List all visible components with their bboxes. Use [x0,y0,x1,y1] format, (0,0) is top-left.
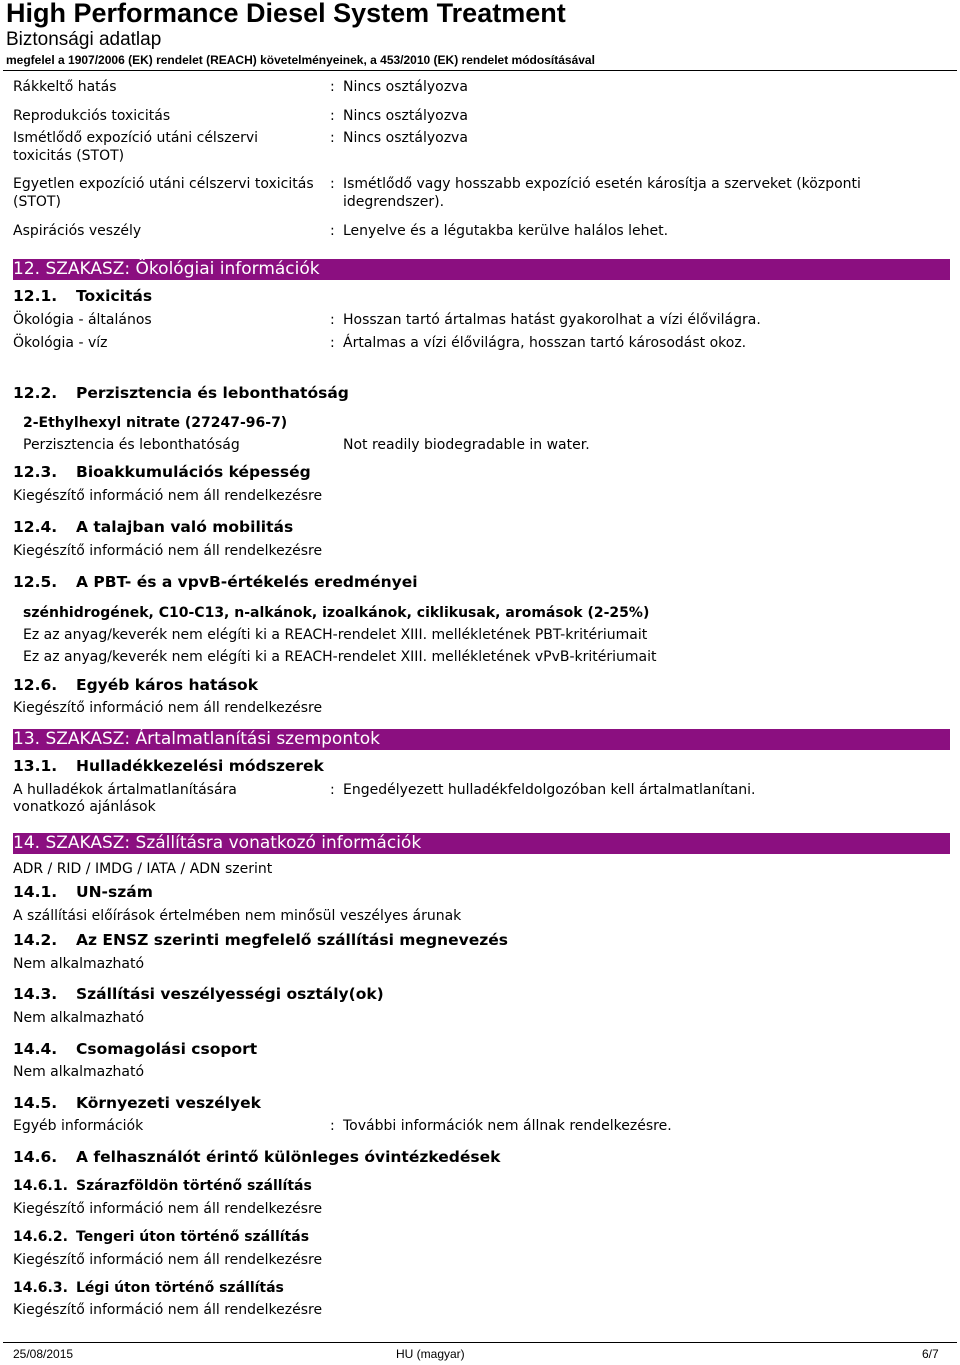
shipping-name-text: Nem alkalmazható [13,956,145,972]
stot-re-label-line2: toxicitás (STOT) [13,148,125,164]
stot-se-label-line1: Egyetlen expozíció utáni célszervi toxicitás [13,176,314,192]
subsection-12-1-title: Toxicitás [76,287,153,305]
subsection-14-5-number: 14.5. [13,1094,58,1112]
subsection-14-1-number: 14.1. [13,883,58,901]
persistence-value: Not readily biodegradable in water. [343,437,590,453]
other-information-value: További információk nem állnak rendelkezésre. [343,1118,672,1134]
sea-transport-text: Kiegészítő információ nem áll rendelkezésre [13,1252,323,1268]
footer-divider [3,1342,957,1343]
bioaccumulation-text: Kiegészítő információ nem áll rendelkezésre [13,488,323,504]
packing-group-text: Nem alkalmazható [13,1064,145,1080]
subsection-12-1-number: 12.1. [13,287,58,305]
waste-recommendation-label-line2: vonatkozó ajánlások [13,799,156,815]
subsection-13-1-number: 13.1. [13,757,58,775]
colon-separator: : [330,176,335,192]
colon-separator: : [330,130,335,146]
subsection-14-2-title: Az ENSZ szerinti megfelelő szállítási megnevezés [76,931,508,949]
colon-separator: : [330,782,335,798]
subsection-14-3-number: 14.3. [13,985,58,1003]
section-13-heading: 13. SZAKASZ: Ártalmatlanítási szempontok [13,729,950,750]
subsection-14-4-number: 14.4. [13,1040,58,1058]
colon-separator: : [330,79,335,95]
other-information-label: Egyéb információk [13,1118,144,1134]
waste-recommendation-value: Engedélyezett hulladékfeldolgozóban kell ártalmatlanítani. [343,782,756,798]
un-number-text: A szállítási előírások értelmében nem minősül veszélyes árunak [13,908,462,924]
section-12-heading: 12. SZAKASZ: Ökológiai információk [13,259,950,280]
subsection-14-3-title: Szállítási veszélyességi osztály(ok) [76,985,384,1003]
ecology-water-label: Ökológia - víz [13,335,108,351]
footer-language: HU (magyar) [396,1347,465,1361]
footer-date: 25/08/2015 [13,1347,74,1361]
subsection-12-5-number: 12.5. [13,573,58,591]
transport-regulations-intro: ADR / RID / IMDG / IATA / ADN szerint [13,861,273,877]
reproductive-toxicity-value: Nincs osztályozva [343,108,468,124]
vpvb-statement: Ez az anyag/keverék nem elégíti ki a REACH-rendelet XIII. mellékletének vPvB-kritériumait [23,649,657,665]
stot-se-value-line2: idegrendszer). [343,194,445,210]
ecology-general-label: Ökológia - általános [13,312,152,328]
other-effects-text: Kiegészítő információ nem áll rendelkezésre [13,700,323,716]
colon-separator: : [330,108,335,124]
subsection-14-6-2-number: 14.6.2. [13,1229,68,1245]
substance-name: 2-Ethylhexyl nitrate (27247-96-7) [23,415,288,431]
section-14-heading: 14. SZAKASZ: Szállításra vonatkozó információk [13,833,950,854]
subsection-13-1-title: Hulladékkezelési módszerek [76,757,324,775]
stot-se-label-line2: (STOT) [13,194,61,210]
colon-separator: : [330,1118,335,1134]
subsection-12-6-title: Egyéb káros hatások [76,676,259,694]
colon-separator: : [330,223,335,239]
document-subtitle: Biztonsági adatlap [6,29,162,50]
subsection-14-6-title: A felhasználót érintő különleges óvintézkedések [76,1148,501,1166]
subsection-14-6-3-title: Légi úton történő szállítás [76,1280,284,1296]
aspiration-hazard-label: Aspirációs veszély [13,223,142,239]
stot-re-label-line1: Ismétlődő expozíció utáni célszervi [13,130,259,146]
subsection-12-3-number: 12.3. [13,463,58,481]
subsection-14-6-3-number: 14.6.3. [13,1280,68,1296]
reproductive-toxicity-label: Reprodukciós toxicitás [13,108,171,124]
subsection-12-6-number: 12.6. [13,676,58,694]
subsection-12-4-number: 12.4. [13,518,58,536]
regulation-note: megfelel a 1907/2006 (EK) rendelet (REACH) követelményeinek, a 453/2010 (EK) rendelet módosításával [6,53,595,67]
subsection-14-5-title: Környezeti veszélyek [76,1094,261,1112]
carcinogenicity-label: Rákkeltő hatás [13,79,117,95]
subsection-14-6-1-number: 14.6.1. [13,1178,68,1194]
subsection-12-3-title: Bioakkumulációs képesség [76,463,311,481]
air-transport-text: Kiegészítő információ nem áll rendelkezésre [13,1302,323,1318]
carcinogenicity-value: Nincs osztályozva [343,79,468,95]
subsection-14-1-title: UN-szám [76,883,153,901]
subsection-14-6-number: 14.6. [13,1148,58,1166]
stot-se-value-line1: Ismétlődő vagy hosszabb expozíció esetén károsítja a szerveket (központi [343,176,861,192]
ecology-general-value: Hosszan tartó ártalmas hatást gyakorolhat a vízi élővilágra. [343,312,761,328]
subsection-14-4-title: Csomagolási csoport [76,1040,258,1058]
aspiration-hazard-value: Lenyelve és a légutakba kerülve halálos lehet. [343,223,669,239]
subsection-14-2-number: 14.2. [13,931,58,949]
colon-separator: : [330,312,335,328]
document-title: High Performance Diesel System Treatment [6,0,566,28]
persistence-label: Perzisztencia és lebonthatóság [23,437,240,453]
footer-page-number: 6/7 [922,1347,939,1361]
subsection-12-5-title: A PBT- és a vpvB-értékelés eredményei [76,573,418,591]
colon-separator: : [330,335,335,351]
pbt-statement: Ez az anyag/keverék nem elégíti ki a REACH-rendelet XIII. mellékletének PBT-kritériumait [23,627,648,643]
waste-recommendation-label-line1: A hulladékok ártalmatlanítására [13,782,237,798]
subsection-12-2-title: Perzisztencia és lebonthatóság [76,384,349,402]
ecology-water-value: Ártalmas a vízi élővilágra, hosszan tartó károsodást okoz. [343,335,747,351]
soil-mobility-text: Kiegészítő információ nem áll rendelkezésre [13,543,323,559]
header-divider [3,70,957,71]
hazard-class-text: Nem alkalmazható [13,1010,145,1026]
subsection-12-2-number: 12.2. [13,384,58,402]
subsection-12-4-title: A talajban való mobilitás [76,518,294,536]
subsection-14-6-2-title: Tengeri úton történő szállítás [76,1229,310,1245]
stot-re-value: Nincs osztályozva [343,130,468,146]
land-transport-text: Kiegészítő információ nem áll rendelkezésre [13,1201,323,1217]
subsection-14-6-1-title: Szárazföldön történő szállítás [76,1178,312,1194]
pbt-substance-name: szénhidrogének, C10-C13, n-alkánok, izoalkánok, ciklikusak, aromások (2-25%) [23,605,650,621]
